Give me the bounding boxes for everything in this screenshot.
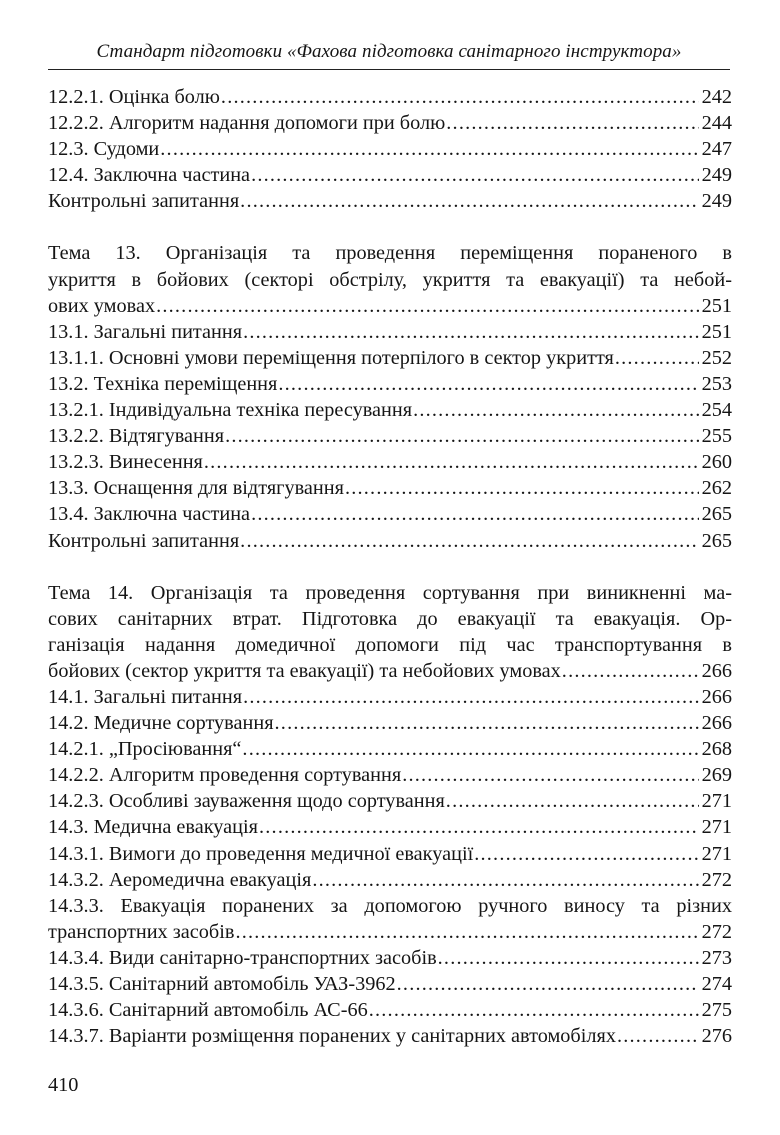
- toc-group-12: [48, 84, 732, 214]
- dot-leader: [251, 162, 699, 188]
- toc-entry-page: 271: [701, 842, 732, 865]
- toc-entry[interactable]: [48, 136, 732, 162]
- running-header: Стандарт підготовки «Фахова підготовка санітарного інструктора»: [96, 41, 682, 62]
- toc-entry-title: 13.1.1. Основні умови переміщення потерпілого в сектор укриття: [48, 346, 614, 369]
- table-of-contents: [48, 84, 732, 1049]
- toc-entry[interactable]: [48, 162, 732, 188]
- toc-entry-page: 247: [701, 138, 732, 161]
- dot-leader: [278, 371, 698, 397]
- dot-leader: [617, 1023, 699, 1049]
- section-gap: [48, 554, 732, 580]
- toc-entry-page: 251: [701, 294, 732, 317]
- topic-heading-line: Тема 13. Організація та проведення переміщення пораненого в: [48, 242, 732, 265]
- toc-entry-page: 260: [701, 451, 732, 474]
- dot-leader: [160, 136, 698, 162]
- dot-leader: [221, 84, 699, 110]
- dot-leader: [275, 710, 699, 736]
- toc-entry-title: 13.2.2. Відтягування: [48, 425, 225, 448]
- dot-leader: [156, 293, 698, 319]
- toc-entry[interactable]: [48, 84, 732, 110]
- toc-entry-page: 266: [701, 685, 732, 708]
- toc-entry-title: 14.3.2. Аеромедична евакуація: [48, 868, 312, 891]
- toc-entry-title: 12.2.2. Алгоритм надання допомоги при болю: [48, 112, 446, 135]
- toc-entry[interactable]: [48, 293, 732, 319]
- toc-entry-page: 244: [701, 112, 732, 135]
- dot-leader: [446, 110, 698, 136]
- toc-topic-14: [48, 580, 732, 1050]
- toc-entry-page: 251: [701, 320, 732, 343]
- toc-entry-page: 265: [701, 529, 732, 552]
- toc-entry-page: 268: [701, 738, 732, 761]
- toc-entry-title: 14.3.1. Вимоги до проведення медичної евакуації: [48, 842, 474, 865]
- dot-leader: [345, 475, 699, 501]
- toc-entry-page: 275: [701, 999, 732, 1022]
- toc-entry-line: 14.3.3. Евакуація поранених за допомогою ручного виносу та різних: [48, 894, 732, 917]
- toc-entry[interactable]: [48, 188, 732, 214]
- toc-entry-title: бойових (сектор укриття та евакуації) та небойових умовах: [48, 659, 561, 682]
- dot-leader: [312, 867, 698, 893]
- toc-entry-page: 271: [701, 816, 732, 839]
- toc-entry-title: 13.3. Оснащення для відтягування: [48, 477, 344, 500]
- dot-leader: [259, 814, 699, 840]
- toc-entry-page: 254: [701, 399, 732, 422]
- dot-leader: [413, 397, 699, 423]
- toc-entry-title: ових умовах: [48, 294, 156, 317]
- toc-entry[interactable]: [48, 475, 732, 501]
- dot-leader: [397, 971, 699, 997]
- dot-leader: [474, 841, 698, 867]
- toc-entry[interactable]: [48, 110, 732, 136]
- topic-heading-line: сових санітарних втрат. Підготовка до евакуації та евакуація. Ор-: [48, 607, 732, 630]
- toc-entry-page: 266: [701, 659, 732, 682]
- dot-leader: [242, 736, 698, 762]
- toc-entry[interactable]: [48, 788, 732, 814]
- toc-entry-title: 14.2.2. Алгоритм проведення сортування: [48, 764, 402, 787]
- dot-leader: [240, 188, 698, 214]
- toc-entry-page: 265: [701, 503, 732, 526]
- toc-entry-page: 269: [701, 764, 732, 787]
- header-rule: [48, 69, 730, 70]
- toc-entry-page: 262: [701, 477, 732, 500]
- toc-entry[interactable]: [48, 919, 732, 945]
- toc-entry-page: 255: [701, 425, 732, 448]
- dot-leader: [251, 501, 699, 527]
- dot-leader: [446, 788, 699, 814]
- toc-entry-page: 249: [701, 164, 732, 187]
- toc-entry-title: 12.3. Судоми: [48, 138, 160, 161]
- toc-entry[interactable]: [48, 423, 732, 449]
- section-gap: [48, 214, 732, 240]
- toc-entry-page: 252: [701, 346, 732, 369]
- dot-leader: [438, 945, 699, 971]
- page-number: 410: [48, 1074, 79, 1096]
- toc-entry-title: 14.2. Медичне сортування: [48, 712, 274, 735]
- toc-entry-title: 13.4. Заключна частина: [48, 503, 251, 526]
- toc-entry[interactable]: [48, 736, 732, 762]
- toc-entry[interactable]: [48, 841, 732, 867]
- toc-entry[interactable]: [48, 501, 732, 527]
- toc-entry-page: 272: [701, 868, 732, 891]
- toc-entry-page: 273: [701, 946, 732, 969]
- toc-entry[interactable]: [48, 1023, 732, 1049]
- toc-entry[interactable]: [48, 814, 732, 840]
- toc-entry-title: Контрольні запитання: [48, 190, 240, 213]
- dot-leader: [243, 684, 698, 710]
- toc-entry[interactable]: [48, 684, 732, 710]
- dot-leader: [615, 345, 699, 371]
- toc-entry-title: 14.3.4. Види санітарно-транспортних засобів: [48, 946, 437, 969]
- toc-entry-title: 13.2.3. Винесення: [48, 451, 203, 474]
- toc-entry[interactable]: [48, 345, 732, 371]
- toc-entry-title: 13.1. Загальні питання: [48, 320, 243, 343]
- toc-entry-page: 276: [701, 1025, 732, 1048]
- toc-entry[interactable]: [48, 528, 732, 554]
- topic-heading-line: Тема 14. Організація та проведення сортування при виникненні ма-: [48, 581, 732, 604]
- toc-entry[interactable]: [48, 319, 732, 345]
- topic-heading-line: укриття в бойових (секторі обстрілу, укриття та евакуації) та небой-: [48, 268, 732, 291]
- toc-entry[interactable]: [48, 971, 732, 997]
- toc-entry-page: 266: [701, 712, 732, 735]
- toc-entry[interactable]: [48, 397, 732, 423]
- toc-entry-page: 274: [701, 973, 732, 995]
- dot-leader: [240, 528, 698, 554]
- toc-entry[interactable]: [48, 449, 732, 475]
- toc-entry[interactable]: [48, 867, 732, 893]
- toc-entry-page: 271: [701, 790, 732, 813]
- toc-entry-title: 12.4. Заключна частина: [48, 164, 251, 187]
- toc-entry-title: 14.1. Загальні питання: [48, 685, 243, 708]
- toc-entry-title: транспортних засобів: [48, 920, 235, 943]
- dot-leader: [243, 319, 698, 345]
- toc-entry[interactable]: [48, 945, 732, 971]
- dot-leader: [235, 919, 698, 945]
- toc-entry[interactable]: [48, 710, 732, 736]
- toc-entry-title: 14.3. Медична евакуація: [48, 816, 259, 839]
- toc-entry[interactable]: [48, 997, 732, 1023]
- toc-entry[interactable]: [48, 762, 732, 788]
- toc-entry-page: 272: [701, 920, 732, 943]
- toc-entry-page: 249: [701, 190, 732, 213]
- toc-entry[interactable]: [48, 658, 732, 684]
- toc-entry-title: 13.2.1. Індивідуальна техніка пересування: [48, 399, 413, 422]
- dot-leader: [402, 762, 698, 788]
- toc-entry-title: 13.2. Техніка переміщення: [48, 372, 278, 395]
- toc-entry-title: 12.2.1. Оцінка болю: [48, 86, 220, 108]
- toc-entry-title: Контрольні запитання: [48, 529, 240, 552]
- toc-topic-13: [48, 240, 732, 553]
- toc-entry-page: 253: [701, 372, 732, 395]
- topic-heading-line: ганізація надання домедичної допомоги під час транспортування в: [48, 633, 732, 656]
- toc-entry-title: 14.3.5. Санітарний автомобіль УАЗ-3962: [48, 973, 396, 995]
- dot-leader: [204, 449, 699, 475]
- dot-leader: [562, 658, 699, 684]
- toc-entry-title: 14.2.3. Особливі зауваження щодо сортування: [48, 790, 445, 813]
- toc-entry-title: 14.3.7. Варіанти розміщення поранених у санітарних автомобілях: [48, 1025, 616, 1048]
- toc-entry-title: 14.2.1. „Просіювання“: [48, 738, 242, 761]
- toc-entry-page: 242: [701, 86, 732, 108]
- toc-entry-title: 14.3.6. Санітарний автомобіль АС-66: [48, 999, 368, 1022]
- toc-entry[interactable]: [48, 371, 732, 397]
- dot-leader: [369, 997, 699, 1023]
- dot-leader: [225, 423, 699, 449]
